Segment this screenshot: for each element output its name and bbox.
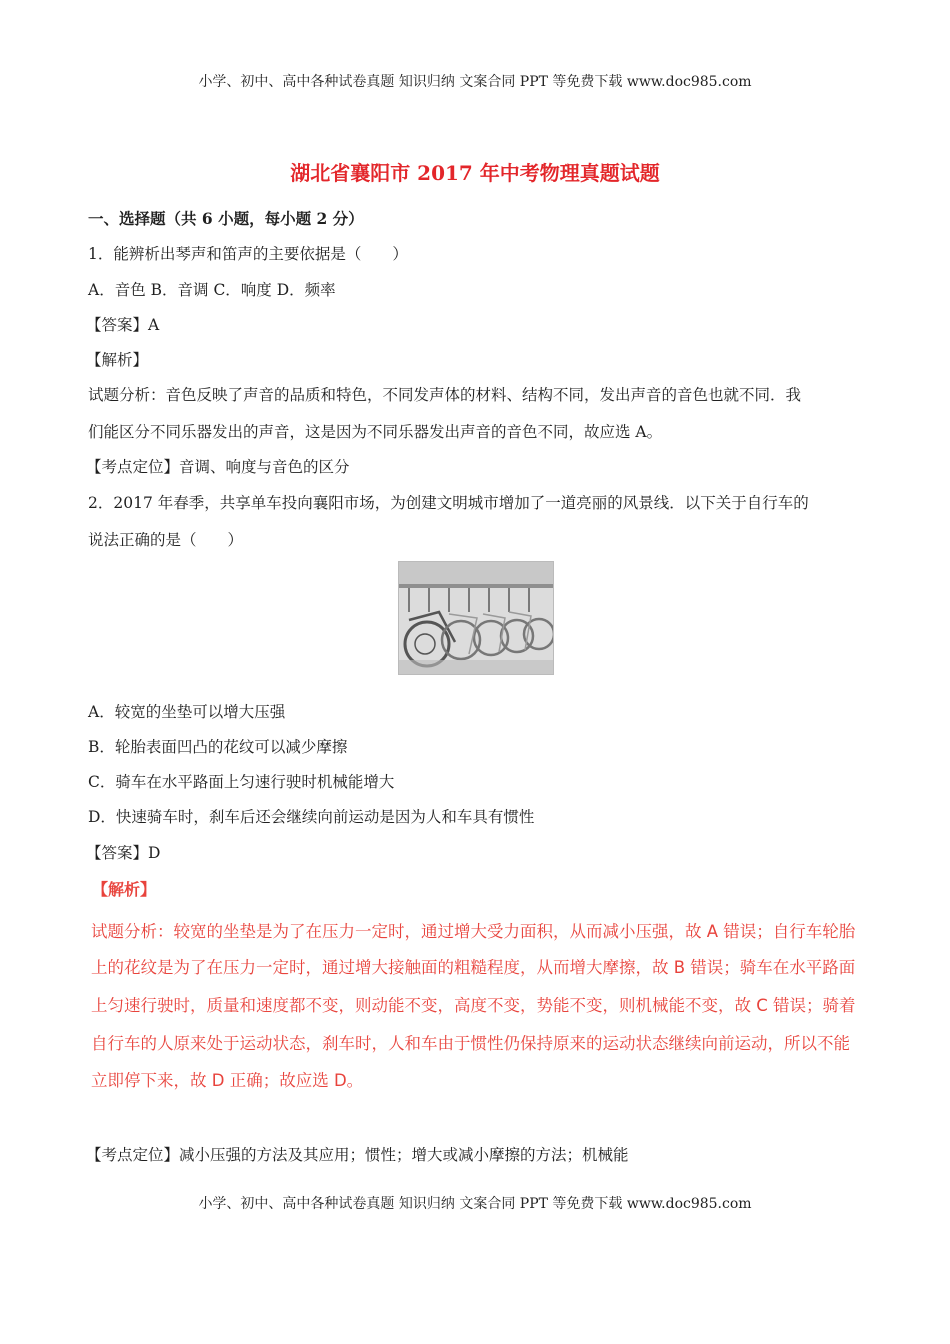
q2-stem-line: 2．2017 年春季，共享单车投向襄阳市场，为创建文明城市增加了一道亮丽的风景线．以下关于自行车的 [88, 494, 809, 512]
q1-analysis-line: 们能区分不同乐器发出的声音，这是因为不同乐器发出声音的音色不同，故应选 A。 [88, 423, 663, 441]
q1-stem: 1．能辨析出琴声和笛声的主要依据是（ ） [88, 245, 408, 263]
q2-answer: 【答案】D [86, 844, 161, 862]
q2-stem-line: 说法正确的是（ ） [88, 531, 244, 549]
q2-analysis-line: 自行车的人原来处于运动状态，刹车时，人和车由于惯性仍保持原来的运动状态继续向前运动，所以不能 [91, 1034, 850, 1053]
q2-analysis-line: 立即停下来，故 D 正确；故应选 D。 [91, 1071, 364, 1090]
q2-option-d: D．快速骑车时，刹车后还会继续向前运动是因为人和车具有惯性 [88, 808, 535, 826]
q2-kaodian: 【考点定位】减小压强的方法及其应用；惯性；增大或减小摩擦的方法；机械能 [86, 1146, 629, 1164]
page-footer: 小学、初中、高中各种试卷真题 知识归纳 文案合同 PPT 等免费下载 www.doc985.com [198, 1196, 752, 1212]
q1-analysis-line: 试题分析：音色反映了声音的品质和特色，不同发声体的材料、结构不同，发出声音的音色也就不同．我 [88, 386, 802, 404]
bicycles-photo [398, 561, 554, 675]
q2-option-b: B．轮胎表面凹凸的花纹可以减少摩擦 [88, 738, 348, 756]
q1-kaodian: 【考点定位】音调、响度与音色的区分 [86, 458, 350, 476]
q2-analysis-line: 上匀速行驶时，质量和速度都不变，则动能不变，高度不变，势能不变，则机械能不变，故 C 错误；骑着 [91, 996, 856, 1015]
q2-analysis-line: 上的花纹是为了在压力一定时，通过增大接触面的粗糙程度，从而增大摩擦，故 B 错误；骑车在水平路面 [91, 958, 856, 977]
q2-option-c: C．骑车在水平路面上匀速行驶时机械能增大 [88, 773, 395, 791]
page-header: 小学、初中、高中各种试卷真题 知识归纳 文案合同 PPT 等免费下载 www.doc985.com [198, 74, 752, 90]
q2-option-a: A．较宽的坐垫可以增大压强 [88, 703, 286, 721]
q2-analysis-label: 【解析】 [92, 880, 157, 899]
q2-analysis-line: 试题分析：较宽的坐垫是为了在压力一定时，通过增大受力面积，从而减小压强，故 A 错误；自行车轮胎 [91, 922, 856, 941]
page-title: 湖北省襄阳市 2017 年中考物理真题试题 [290, 161, 660, 185]
q1-analysis-label: 【解析】 [86, 351, 149, 369]
q1-options: A．音色 B．音调 C．响度 D．频率 [88, 281, 336, 299]
section-heading: 一、选择题（共 6 小题，每小题 2 分） [88, 209, 364, 228]
q1-answer: 【答案】A [86, 316, 160, 334]
